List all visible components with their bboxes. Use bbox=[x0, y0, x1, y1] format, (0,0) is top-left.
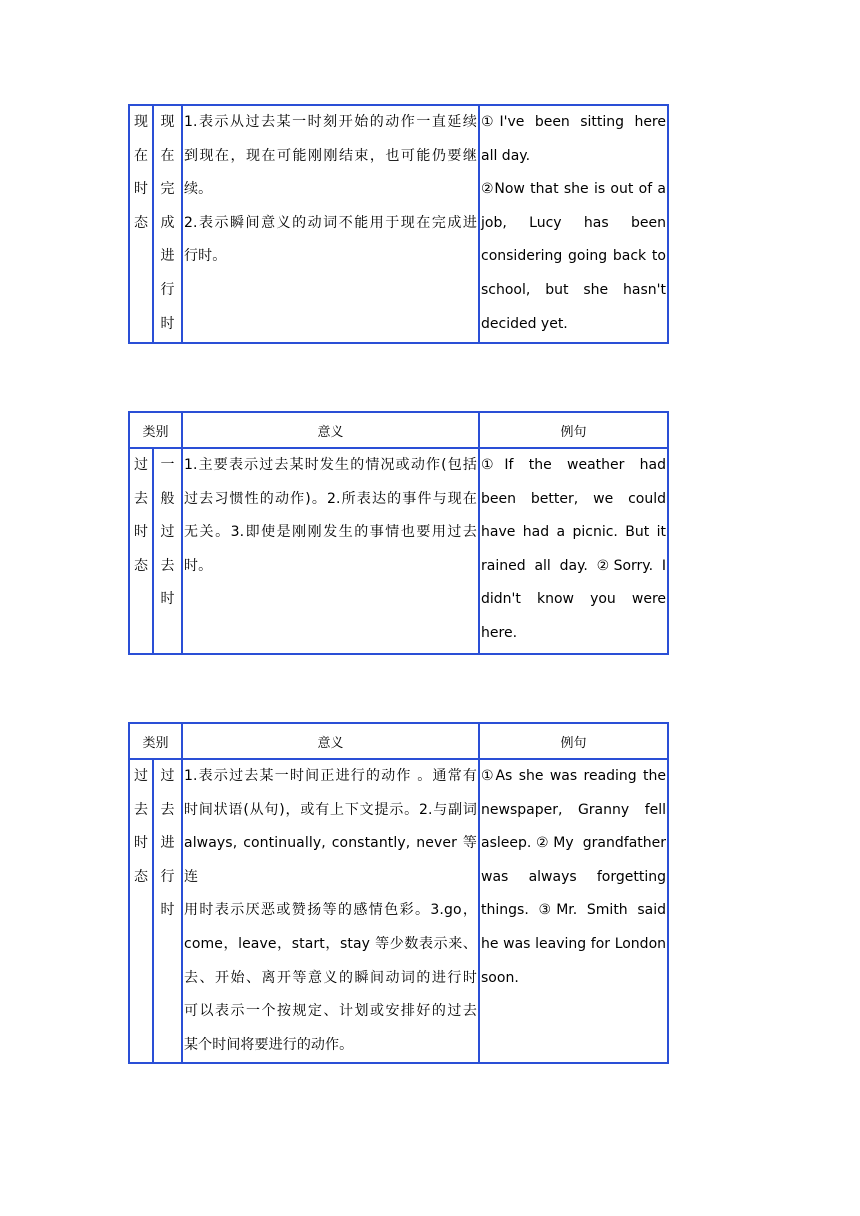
category-sub-cell bbox=[153, 448, 182, 654]
meaning-line: 1.表示从过去某一时刻开始的动作一直延续 bbox=[184, 114, 477, 130]
header-meaning: 意义 bbox=[182, 412, 479, 448]
meaning-line: 行时。 bbox=[184, 248, 227, 265]
category-main bbox=[131, 106, 151, 240]
category-char: 去 bbox=[134, 490, 148, 507]
example-line: didn't know you were bbox=[481, 591, 667, 608]
category-char: 在 bbox=[160, 147, 175, 164]
category-char: 时 bbox=[134, 835, 148, 852]
example-line: ①If the weather had bbox=[481, 457, 667, 473]
example-line: decided yet. bbox=[481, 315, 568, 332]
meaning-line: 过去习惯性的动作)。2.所表达的事件与现在 bbox=[184, 490, 478, 507]
example-line: ①As she was reading the bbox=[481, 768, 667, 784]
meaning-line: 某个时间将要进行的动作。 bbox=[184, 1036, 354, 1053]
meaning-cell bbox=[182, 448, 479, 654]
tense-table-past-continuous bbox=[128, 722, 669, 1064]
category-char: 时 bbox=[134, 524, 148, 541]
header-meaning: 意义 bbox=[182, 723, 479, 759]
header-category: 类别 bbox=[129, 412, 182, 448]
example-line: ②Now that she is out of a bbox=[481, 181, 666, 198]
meaning-line: 可以表示一个按规定、计划或安排好的过去 bbox=[184, 1003, 478, 1020]
category-char: 完 bbox=[160, 181, 175, 198]
header-category: 类别 bbox=[129, 723, 182, 759]
category-char: 去 bbox=[134, 801, 148, 818]
category-char: 时 bbox=[160, 902, 175, 919]
category-char: 去 bbox=[160, 557, 175, 574]
meaning-line: 时间状语(从句)，或有上下文提示。2.与副词 bbox=[184, 801, 478, 818]
category-char: 过 bbox=[160, 768, 175, 784]
meaning-line: 2.表示瞬间意义的动词不能用于现在完成进 bbox=[184, 214, 477, 231]
category-char: 现 bbox=[160, 114, 175, 130]
example-line: been better, we could bbox=[481, 490, 667, 507]
example-line: considering going back to bbox=[481, 248, 666, 265]
example-line: job, Lucy has been bbox=[481, 214, 666, 231]
example-line: here. bbox=[481, 624, 518, 641]
category-char: 过 bbox=[134, 768, 148, 784]
meaning-line: 无关。3.即使是刚刚发生的事情也要用过去 bbox=[184, 524, 478, 541]
category-main bbox=[131, 760, 151, 894]
category-main bbox=[131, 449, 151, 583]
meaning-line: come，leave，start，stay 等少数表示来、 bbox=[184, 935, 478, 952]
category-char: 过 bbox=[134, 457, 148, 473]
category-char: 态 bbox=[134, 868, 148, 885]
category-char: 态 bbox=[134, 557, 148, 574]
example-cell bbox=[479, 759, 668, 1063]
category-char: 成 bbox=[160, 214, 175, 231]
category-char: 般 bbox=[160, 490, 175, 507]
example-line: all day. bbox=[481, 147, 531, 164]
category-char: 态 bbox=[134, 214, 148, 231]
tense-table-present-perfect-continuous bbox=[128, 104, 669, 344]
example-line: have had a picnic. But it bbox=[481, 524, 667, 541]
category-char: 时 bbox=[160, 315, 175, 332]
category-sub bbox=[155, 106, 180, 341]
example-line: newspaper, Granny fell bbox=[481, 801, 667, 818]
category-char: 进 bbox=[160, 835, 175, 852]
category-main-cell bbox=[129, 759, 153, 1063]
meaning-line: 续。 bbox=[184, 181, 213, 198]
category-char: 行 bbox=[160, 281, 175, 298]
category-char: 进 bbox=[160, 248, 175, 265]
category-char: 一 bbox=[160, 457, 175, 473]
example-cell bbox=[479, 105, 668, 343]
category-sub-cell bbox=[153, 105, 182, 343]
example-line: school, but she hasn't bbox=[481, 281, 666, 298]
example-line: was always forgetting bbox=[481, 868, 667, 885]
header-example: 例句 bbox=[479, 723, 668, 759]
category-char: 过 bbox=[160, 524, 175, 541]
category-sub bbox=[155, 760, 180, 928]
category-char: 行 bbox=[160, 868, 175, 885]
example-line: soon. bbox=[481, 969, 519, 986]
meaning-line: 用时表示厌恶或赞扬等的感情色彩。3.go， bbox=[184, 902, 478, 919]
meaning-line: 1.主要表示过去某时发生的情况或动作(包括 bbox=[184, 457, 478, 473]
category-sub bbox=[155, 449, 180, 617]
example-cell bbox=[479, 448, 668, 654]
header-example: 例句 bbox=[479, 412, 668, 448]
category-char: 在 bbox=[134, 147, 148, 164]
category-sub-cell bbox=[153, 759, 182, 1063]
meaning-line: 时。 bbox=[184, 557, 213, 574]
meaning-line: 到现在，现在可能刚刚结束，也可能仍要继 bbox=[184, 147, 477, 164]
example-line: he was leaving for London bbox=[481, 935, 667, 952]
meaning-line: 去、开始、离开等意义的瞬间动词的进行时 bbox=[184, 969, 478, 986]
category-char: 去 bbox=[160, 801, 175, 818]
meaning-cell bbox=[182, 759, 479, 1063]
example-line: things. ③Mr. Smith said bbox=[481, 902, 667, 919]
category-main-cell bbox=[129, 105, 153, 343]
tense-table-simple-past bbox=[128, 411, 669, 655]
meaning-line: 1.表示过去某一时间正进行的动作 。通常有 bbox=[184, 768, 478, 784]
category-main-cell bbox=[129, 448, 153, 654]
example-line: rained all day. ②Sorry. I bbox=[481, 557, 667, 574]
category-char: 现 bbox=[134, 114, 148, 130]
category-char: 时 bbox=[160, 591, 175, 608]
example-line: ①I've been sitting here bbox=[481, 114, 666, 130]
meaning-cell bbox=[182, 105, 479, 343]
meaning-line: always, continually, constantly, never 等连 bbox=[184, 835, 478, 885]
category-char: 时 bbox=[134, 181, 148, 198]
example-line: asleep.②My grandfather bbox=[481, 835, 667, 852]
